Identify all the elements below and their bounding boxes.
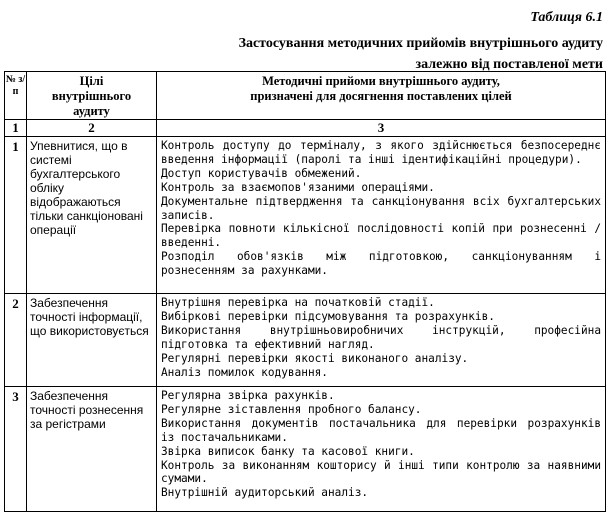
column-number: 2 [27, 120, 157, 137]
method-item: Контроль за взаємопов'язаними операціями. [161, 180, 435, 194]
header-number: № з/п [5, 72, 27, 120]
row-number: 3 [5, 387, 27, 512]
method-item: Вибіркові перевірки підсумовування та розрахунків. [161, 309, 495, 323]
row-methods [157, 294, 606, 387]
method-item: Внутрішня перевірка на початковій стадії. [161, 296, 435, 309]
table-title-line-2: залежно від поставленої мети [415, 57, 603, 72]
method-item: Регулярна звірка рахунків. [161, 389, 335, 402]
column-number: 3 [157, 120, 606, 137]
table-row [5, 137, 606, 294]
method-item: Звірка виписок банку та касової книги. [161, 444, 415, 458]
method-item: Використання внутрішньовиробничих інструкцій, професійна підготовка та ефективний нагляд. [161, 323, 601, 351]
header-methods-line-2: призначені для досягнення поставлених цілей [250, 89, 512, 103]
row-goal: Упевнитися, що в системі бухгалтерського обліку відображаються тільки санкціоновані операції [27, 137, 157, 294]
table-row [5, 387, 606, 512]
row-goal: Забезпечення точності рознесення за регістрами [27, 387, 157, 512]
header-methods-line-1: Методичні прийоми внутрішнього аудиту, [262, 74, 500, 88]
column-number: 1 [5, 120, 27, 137]
row-goal: Забезпечення точності інформації, що використовується [27, 294, 157, 387]
table-title [239, 33, 603, 75]
method-item: Доступ користувачів обмежений. [161, 166, 362, 180]
method-item: Контроль доступу до терміналу, з якого здійснюється безпосереднє введення інформації (паролі та інші ідентифікаційні процедури). [161, 139, 601, 166]
method-item: Перевірка повноти кількісної послідовності копій при рознесенні /введенні. [161, 222, 601, 250]
header-goals: Цілі внутрішнього аудиту [27, 72, 157, 120]
method-item: Документальне підтвердження та санкціонування всіх бухгалтерських записів. [161, 194, 601, 222]
column-number-row [5, 120, 606, 137]
table-caption: Таблиця 6.1 [530, 10, 603, 25]
row-methods [157, 387, 606, 512]
header-methods [157, 72, 606, 120]
table-row [5, 294, 606, 387]
method-item: Аналіз помилок кодування. [161, 365, 328, 379]
method-item: Розподіл обов'язків між підготовкою, санкціонуванням і рознесенням за рахунками. [161, 250, 601, 278]
row-number: 1 [5, 137, 27, 294]
table-title-line-1: Застосування методичних прийомів внутрішнього аудиту [238, 36, 603, 51]
header-row [5, 72, 606, 120]
method-item: Внутрішній аудиторський аналіз. [161, 486, 369, 500]
method-item: Контроль за виконанням кошторису й інші типи контролю за наявними сумами. [161, 458, 601, 486]
audit-methods-table [4, 71, 606, 512]
row-methods [157, 137, 606, 294]
row-number: 2 [5, 294, 27, 387]
method-item: Регулярне зіставлення пробного балансу. [161, 402, 422, 416]
method-item: Регулярні перевірки якості виконаного аналізу. [161, 351, 469, 365]
method-item: Використання документів постачальника для перевірки розрахунків із постачальниками. [161, 416, 601, 444]
